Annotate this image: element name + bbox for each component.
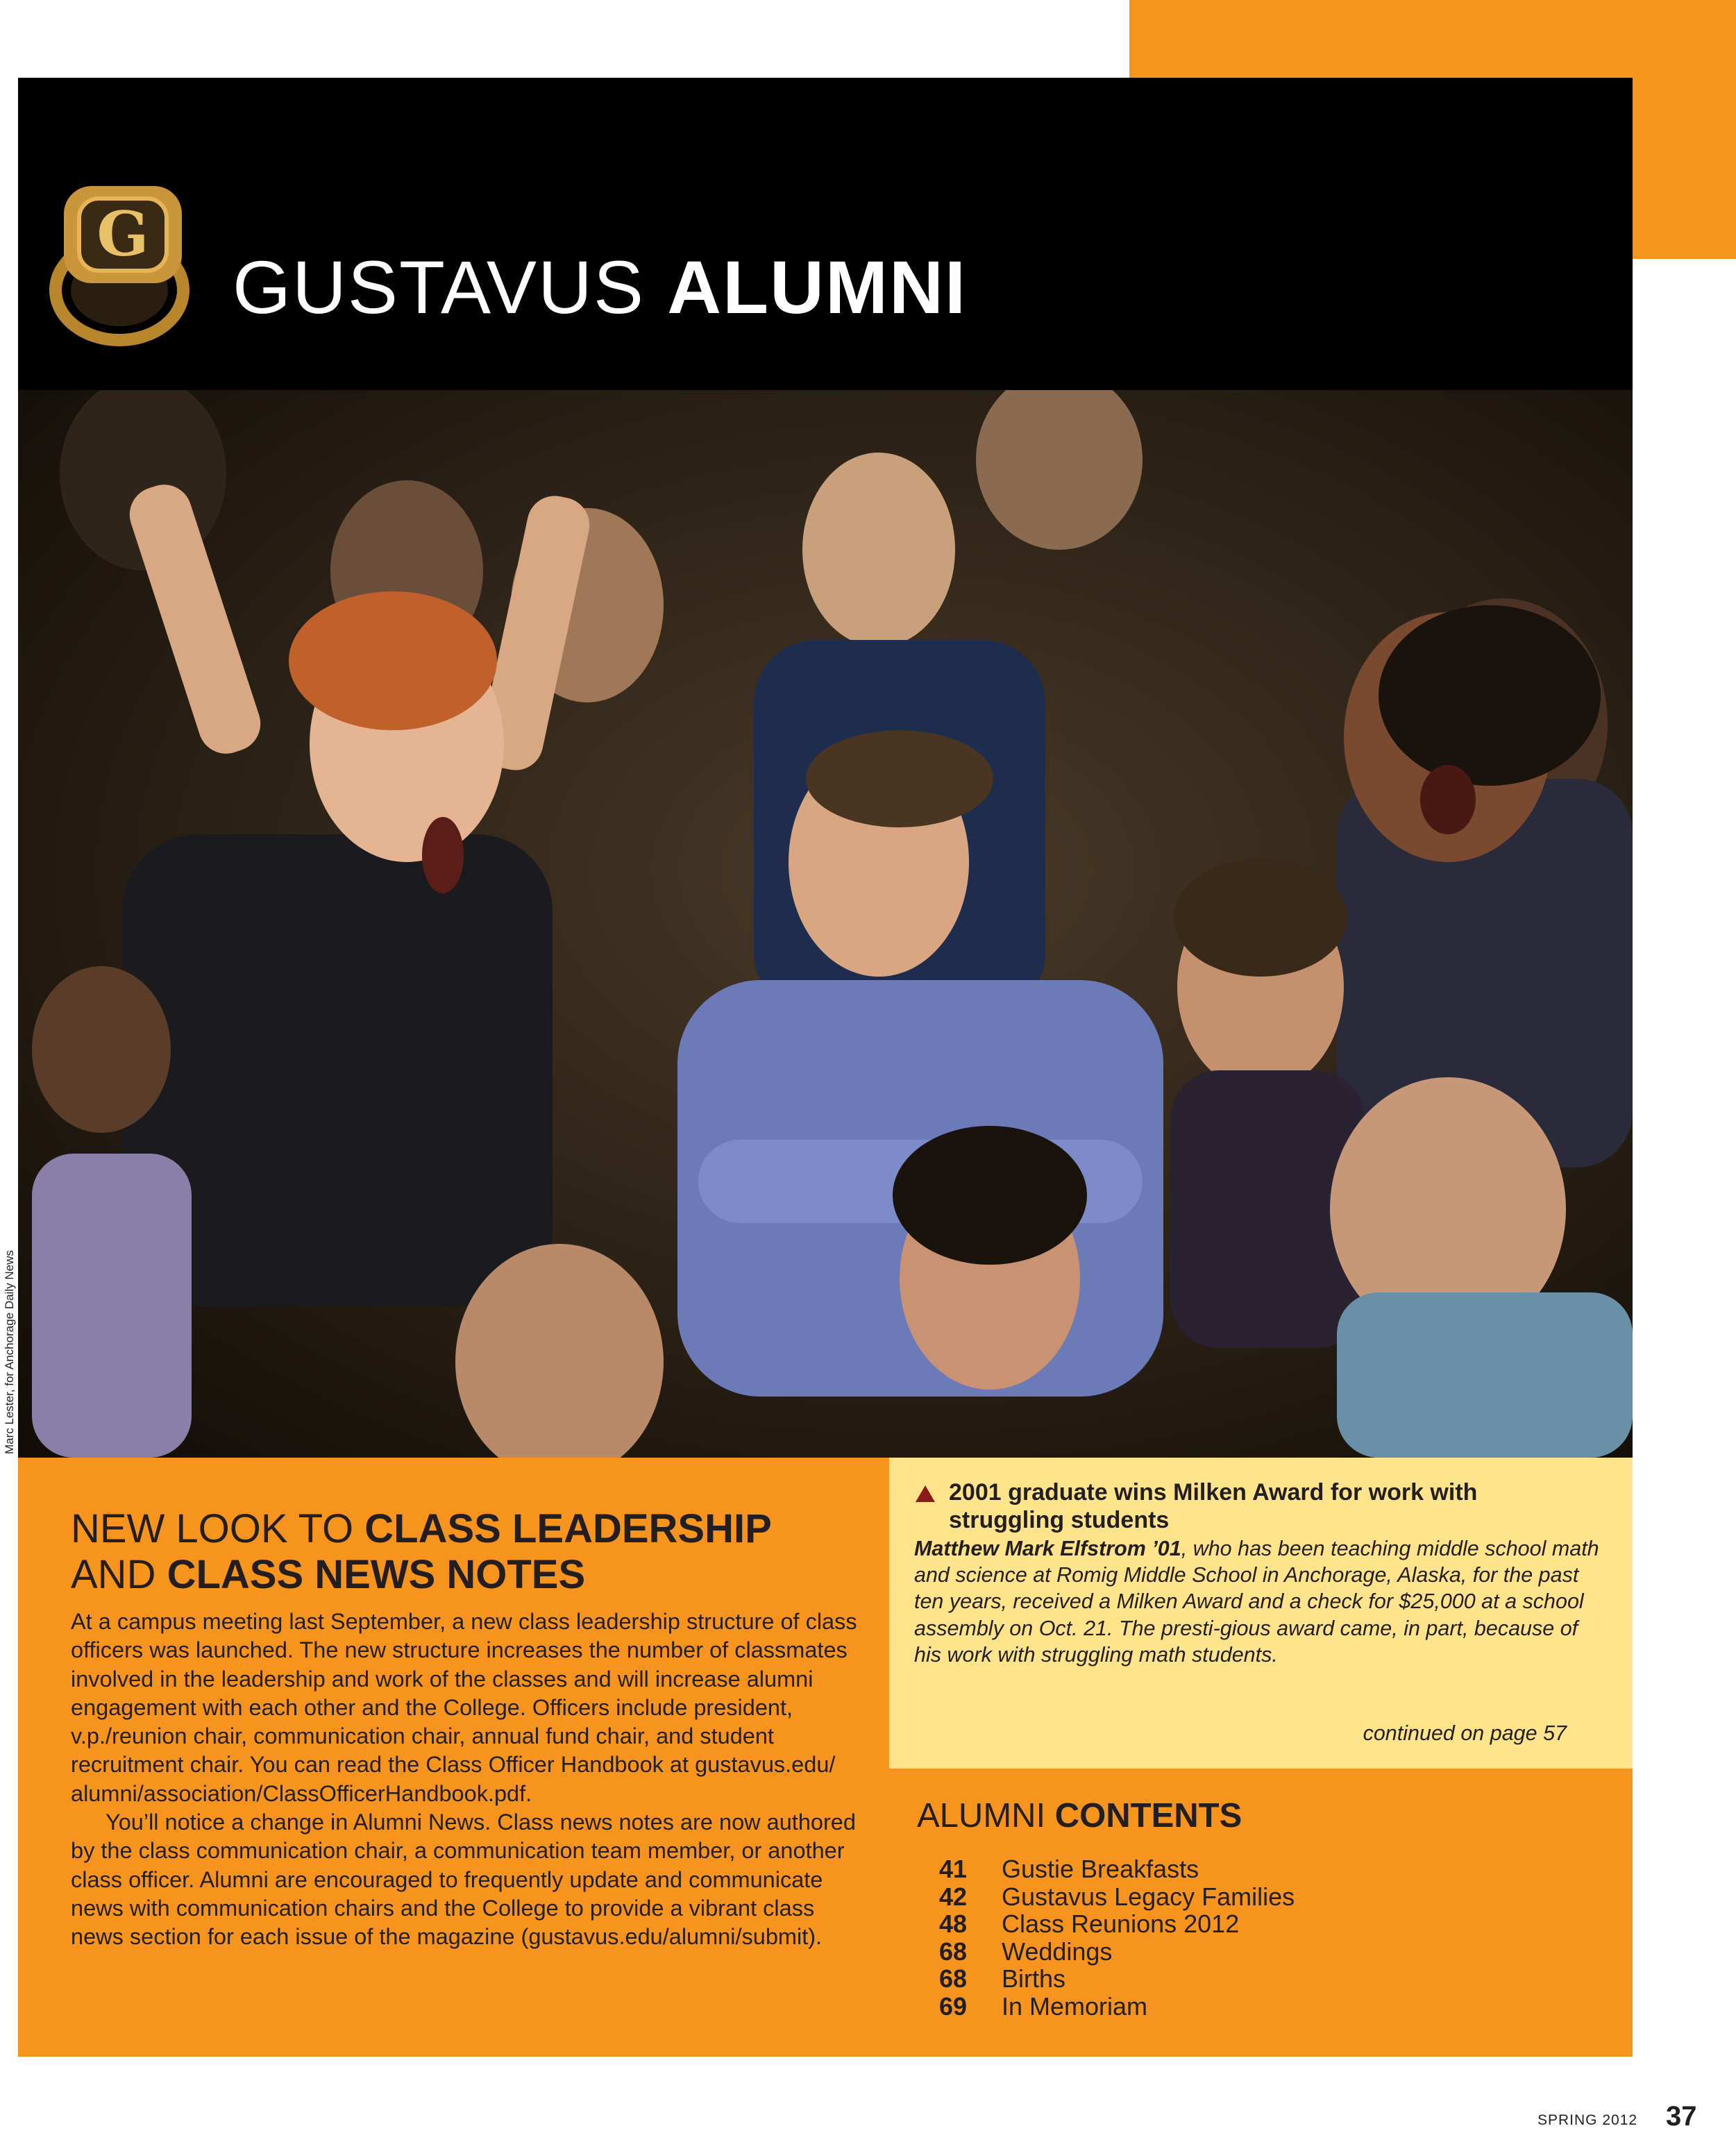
contents-item[interactable]	[921, 1910, 1295, 1938]
contents-title-bold: CONTENTS	[1054, 1797, 1242, 1835]
contents-item[interactable]	[921, 1965, 1295, 1993]
contents-title-light: ALUMNI	[917, 1797, 1046, 1835]
contents-page: 68	[938, 1937, 967, 1966]
page-number: 37	[1666, 2101, 1697, 2132]
contents-page: 41	[938, 1855, 967, 1883]
issue-label: SPRING 2012	[1537, 2112, 1638, 2128]
contents-item-title: In Memoriam	[1002, 1991, 1148, 2021]
ring-letter: G	[96, 198, 149, 270]
contents-title	[917, 1796, 1242, 1835]
contents-page: 68	[938, 1964, 967, 1993]
article-title	[71, 1506, 883, 1598]
contents-item[interactable]	[921, 1855, 1295, 1883]
contents-item[interactable]	[921, 1993, 1295, 2021]
section-title-bold: ALUMNI	[667, 245, 968, 329]
feature-photo	[18, 390, 1633, 1458]
contents-page: 69	[938, 1991, 967, 2021]
continued-link[interactable]: continued on page 57	[1363, 1721, 1567, 1745]
section-title-light: GUSTAVUS	[233, 245, 646, 329]
contents-page: 48	[938, 1909, 967, 1938]
article-paragraph: You’ll notice a change in Alumni News. Class news notes are now authored by the class communication chair, a communication team member, or another class officer. Alumni are encouraged to frequently update and communicate news with communication chairs and the College to provide a vibrant class news section for each issue of the magazine (gustavus.edu/alumni/submit).	[71, 1810, 856, 1950]
contents-page: 42	[938, 1882, 967, 1911]
brief-text: , who has been teaching middle school math and science at Romig Middle School in Anchorage, Alaska, for the past ten years, received a Milken Award and a check for $25,000 at a school assembly on Oct. 21. The presti-gious award came, in part, because of his work with struggling math students.	[914, 1537, 1599, 1667]
brief-name: Matthew Mark Elfstrom ’01	[914, 1537, 1181, 1560]
article-paragraph: At a campus meeting last September, a new class leadership structure of class officers was launched. The new structure increases the number of classmates involved in the leadership and work of the classes and will increase alumni engagement with each other and the College. Officers include president, v.p./reunion chair, communication chair, annual fund chair, and student recruitment chair. You can read the Class Officer Handbook at gustavus.edu/ alumni/association/ClassOfficerHandbook.pdf.	[71, 1609, 857, 1806]
title-part-1: NEW LOOK TO	[71, 1506, 365, 1551]
contents-item-title: Gustie Breakfasts	[1002, 1855, 1199, 1883]
alumni-contents	[889, 1769, 1633, 2057]
contents-item-title: Class Reunions 2012	[1002, 1909, 1240, 1938]
feature-article	[18, 1458, 889, 2057]
news-brief	[889, 1458, 1633, 1769]
class-ring-icon	[36, 158, 203, 360]
brief-body	[914, 1535, 1608, 1668]
contents-item-title: Births	[1002, 1964, 1066, 1993]
photo-credit: Marc Lester, for Anchorage Daily News	[3, 1250, 16, 1454]
brief-headline: 2001 graduate wins Milken Award for work with struggling students	[949, 1479, 1478, 1533]
section-title	[233, 245, 968, 329]
title-part-3: AND	[71, 1552, 167, 1597]
contents-item-title: Gustavus Legacy Families	[1002, 1882, 1295, 1911]
triangle-bullet-icon	[916, 1485, 935, 1502]
contents-item[interactable]	[921, 1938, 1295, 1966]
contents-item[interactable]	[921, 1883, 1295, 1911]
article-body	[71, 1608, 869, 1952]
masthead-bar	[18, 78, 1633, 390]
title-part-2: CLASS LEADERSHIP	[364, 1506, 772, 1551]
title-part-4: CLASS NEWS NOTES	[167, 1552, 586, 1597]
contents-list	[921, 1855, 1295, 2020]
contents-item-title: Weddings	[1002, 1937, 1113, 1966]
